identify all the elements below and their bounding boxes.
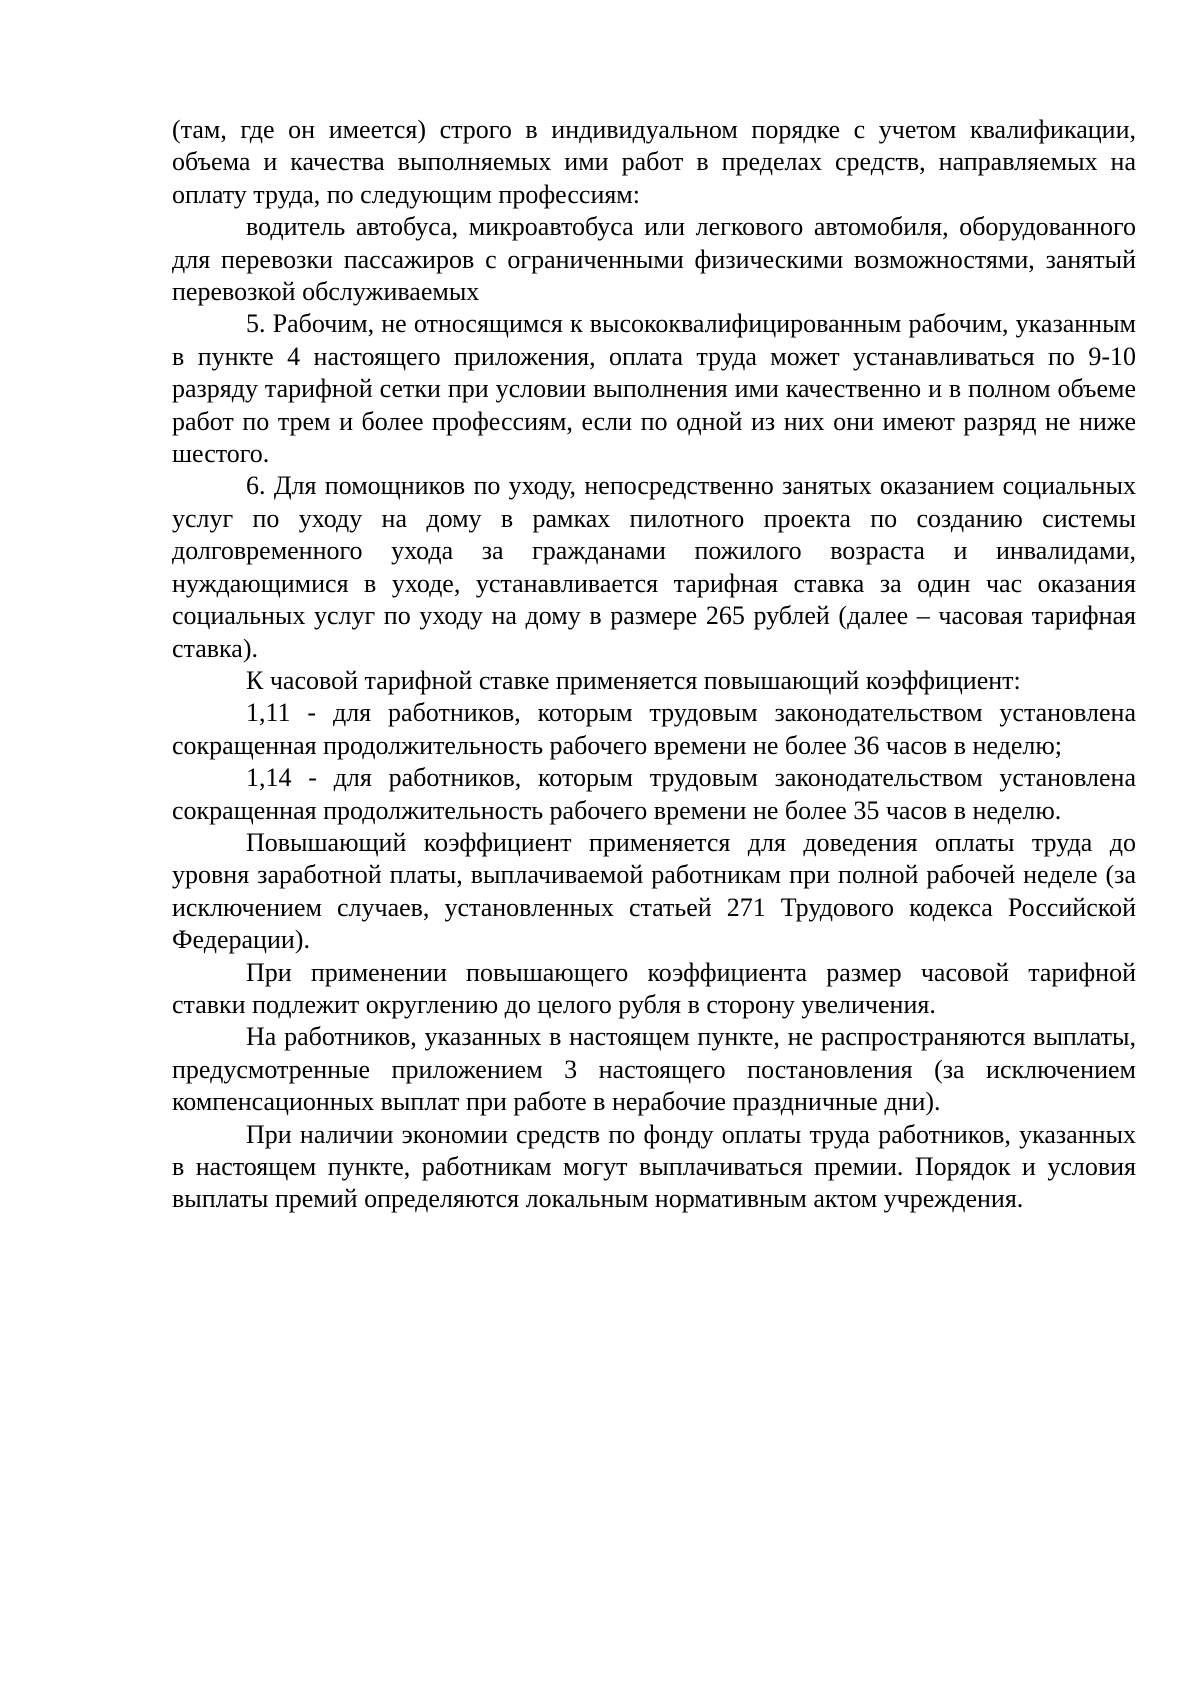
paragraph-payments-exclusion: На работников, указанных в настоящем пункте, не распространяются выплаты, предусмотренные приложением 3 настоящего постановления (за исключением компенсационных выплат при работе в нерабочие праздничные дни). [172,1022,1136,1117]
paragraph-coefficient-intro: К часовой тарифной ставке применяется повышающий коэффициент: [246,665,1021,695]
document-body [172,114,1136,1216]
paragraph-coefficient-114: 1,14 - для работников, которым трудовым законодательством установлена сокращенная продолжительность рабочего времени не более 35 часов в неделю. [172,763,1136,825]
paragraph-item-5: 5. Рабочим, не относящимся к высококвалифицированным рабочим, указанным в пункте 4 настоящего приложения, оплата труда может устанавливаться по 9-10 разряду тарифной сетки при условии выполнения ими качественно и в полном объеме работ по трем и более профессиям, если по одной из них они имеют разряд не ниже шестого. [172,309,1136,469]
paragraph-item-6: 6. Для помощников по уходу, непосредственно занятых оказанием социальных услуг по уходу на дому в рамках пилотного проекта по созданию системы долговременного ухода за гражданами пожилого возраста и инвалидами, нуждающимися в уходе, устанавливается тарифная ставка за один час оказания социальных услуг по уходу на дому в размере 265 рублей (далее – часовая тарифная ставка). [172,471,1136,663]
paragraph-rounding-rule: При применении повышающего коэффициента размер часовой тарифной ставки подлежит округлению до целого рубля в сторону увеличения. [172,957,1136,1019]
paragraph-bonuses: При наличии экономии средств по фонду оплаты труда работников, указанных в настоящем пункте, работникам могут выплачиваться премии. Порядок и условия выплаты премий определяются локальным нормативным актом учреждения. [172,1119,1136,1214]
paragraph-coefficient-111: 1,11 - для работников, которым трудовым законодательством установлена сокращенная продолжительность рабочего времени не более 36 часов в неделю; [172,698,1136,760]
paragraph-coefficient-purpose: Повышающий коэффициент применяется для доведения оплаты труда до уровня заработной платы, выплачиваемой работникам при полной рабочей неделе (за исключением случаев, установленных статьей 271 Трудового кодекса Российской Федерации). [172,827,1136,955]
paragraph-continuation: (там, где он имеется) строго в индивидуальном порядке с учетом квалификации, объема и качества выполняемых ими работ в пределах средств, направляемых на оплату труда, по следующим профессиям: [172,115,1136,209]
paragraph-profession-driver: водитель автобуса, микроавтобуса или легкового автомобиля, оборудованного для перевозки пассажиров с ограниченными физическими возможностями, занятый перевозкой обслуживаемых [172,212,1136,307]
